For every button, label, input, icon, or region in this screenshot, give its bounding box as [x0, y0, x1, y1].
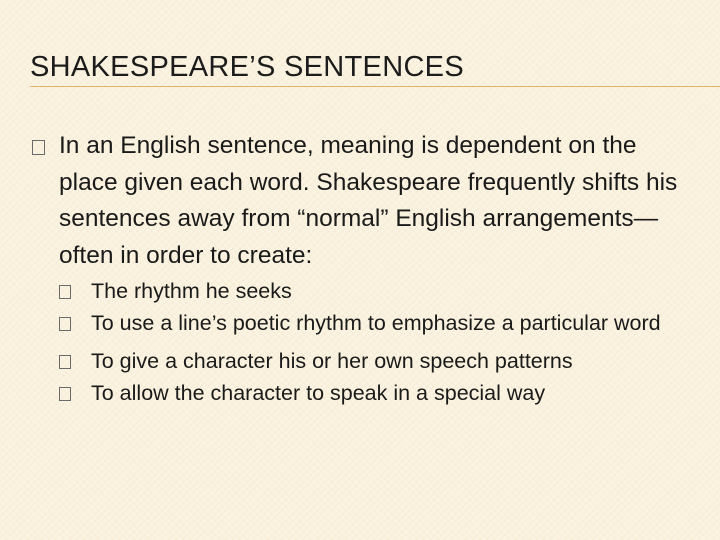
slide-content: [32, 128, 692, 409]
checkbox-bullet-icon: [59, 355, 71, 369]
checkbox-bullet-icon: [59, 285, 71, 299]
checkbox-bullet-icon: [59, 317, 71, 331]
main-bullet-text: In an English sentence, meaning is dependent on the place given each word. Shakespeare frequently shifts his sentences away from “normal” English arrangements—often in order to create:: [59, 132, 678, 269]
title-underline: [30, 86, 720, 87]
checkbox-bullet-icon: [59, 387, 71, 401]
sub-bullet-list: [32, 276, 692, 409]
slide-title: SHAKESPEARE’S SENTENCES: [30, 51, 464, 83]
sub-bullet-text: To allow the character to speak in a special way: [91, 380, 546, 405]
sub-bullet-text: To use a line’s poetic rhythm to emphasize a particular word: [91, 310, 661, 335]
main-bullet: [32, 128, 692, 274]
checkbox-bullet-icon: [32, 140, 45, 155]
sub-bullet-text: To give a character his or her own speech patterns: [91, 349, 573, 373]
sub-bullet-item: [59, 308, 692, 340]
sub-bullet-item: [59, 378, 692, 410]
sub-bullet-text: The rhythm he seeks: [91, 279, 292, 303]
sub-bullet-item: [59, 276, 692, 308]
sub-bullet-item: [59, 346, 692, 378]
